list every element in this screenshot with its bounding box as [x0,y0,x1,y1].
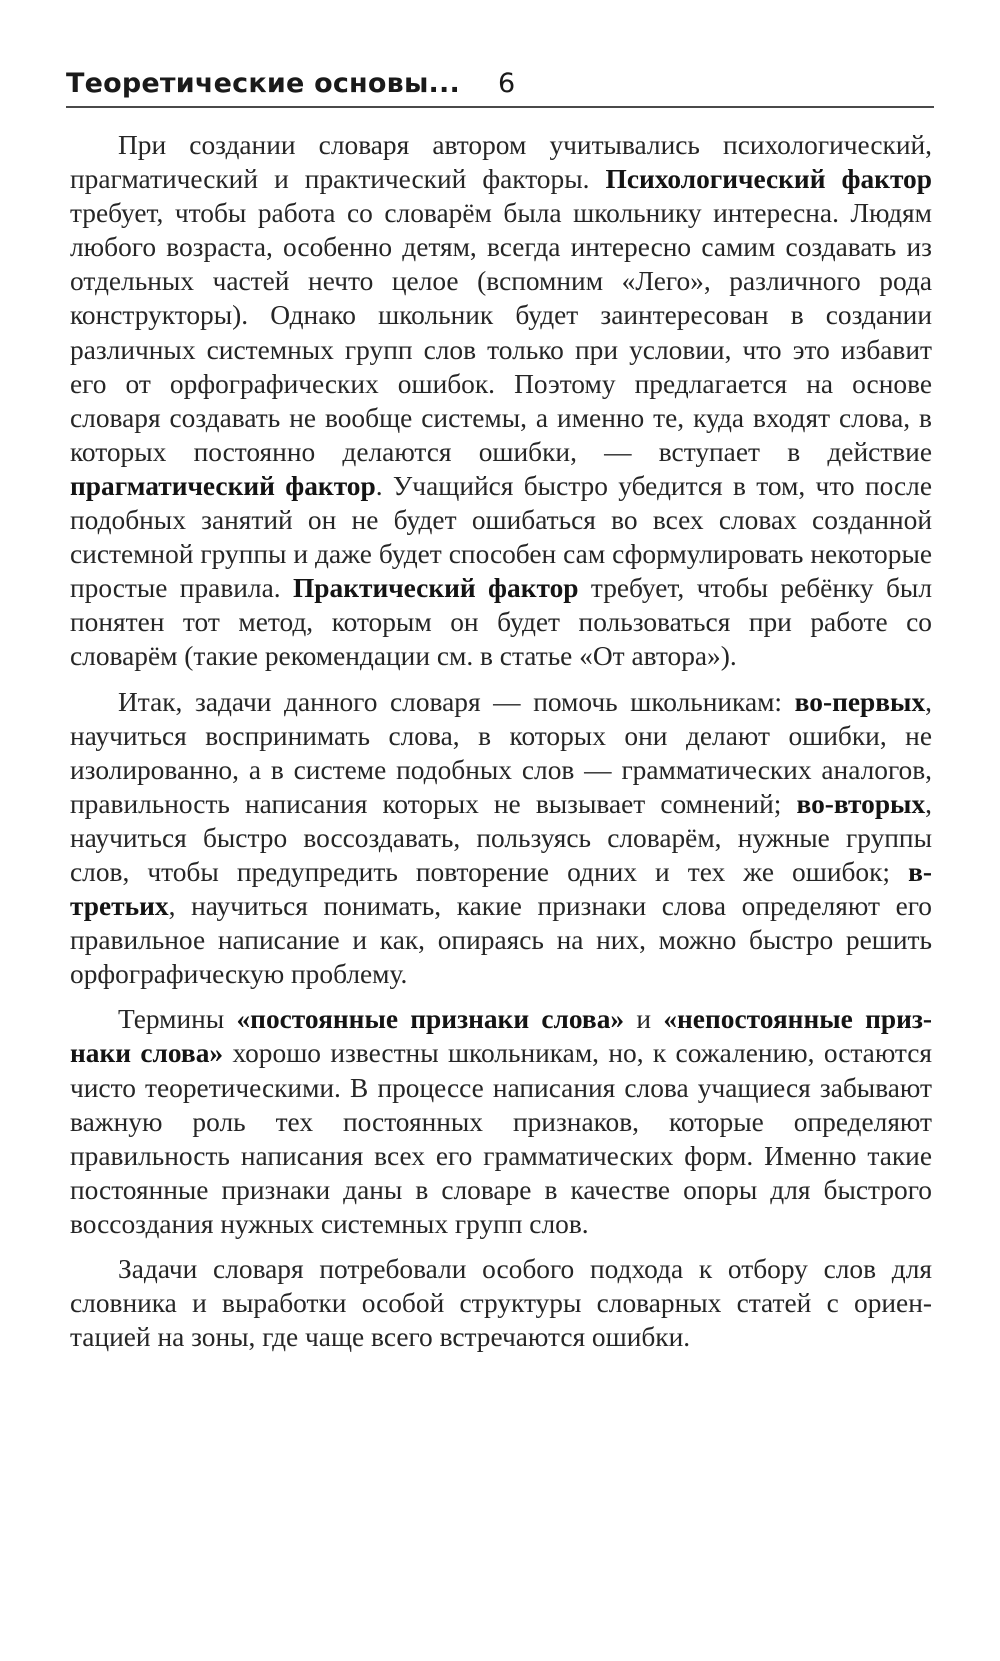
text-run: и [624,1004,664,1035]
bold-term: в-третьих [70,856,932,922]
paragraph [70,128,932,674]
text-run: , научиться воспринимать слова, в которых они делают ошибки, не изолированно, а в системе подобных слов — грамматических аналогов, правильность написания которых не вызывает сомнений; [70,686,932,819]
bold-term: Практический фактор [292,573,579,604]
paragraph [70,1252,932,1354]
header-divider [66,106,934,108]
paragraph [70,1002,932,1241]
bold-term: «постоянные признаки слова» [236,1004,625,1035]
text-run: Задачи словаря потребовали особого подхода к отбору слов для словника и выработки особой структуры словарных статей с ориентацией на зоны, где чаще всего встречаются ошибки. [70,1254,932,1353]
text-run: Итак, задачи данного словаря — помочь школьникам: [118,686,795,717]
text-run: . Учащийся быстро убедится в том, что после подобных занятий он не будет ошибаться во всех словах созданной системной группы и даже будет способен сам сформулировать некоторые простые правила. [70,470,932,604]
text-run: требует, чтобы ребёнку был понятен тот метод, которым он будет пользоваться при работе со словарём (такие рекомендации см. в статье «От автора»). [70,573,932,672]
paragraph [70,685,932,992]
text-run: требует, чтобы работа со словарём была школьнику интересна. Людям любого возраста, особенно детям, всегда интересно самим создавать из отдельных частей нечто целое (вспомним «Лего», различного рода конструкторы). Однако школьник будет заинтересован в создании различных системных групп слов только при условии, что это избавит его от орфографических ошибок. Поэтому предлагается на основе словаря создавать не вообще системы, а именно те, куда входят слова, в которых постоянно делаются ошибки, — вступает в действие [70,198,932,467]
text-run: хорошо известны школьникам, но, к сожалению, остаются чисто теоретическими. В процессе написания слова учащиеся забывают важную роль тех постоянных признаков, которые определяют правильность написания всех его грамматических форм. Именно такие постоянные признаки даны в словаре в качестве опоры для быстрого воссоздания нужных системных групп слов. [70,1038,932,1239]
section-title: Теоретические основы... [66,68,460,99]
text-run: , научиться быстро воссоздавать, пользуясь словарём, нужные группы слов, чтобы предупредить повторение одних и тех же ошибок; [70,788,932,887]
page-number: 6 [498,68,516,99]
running-header [66,66,934,106]
bold-term: во-первых [794,686,926,717]
bold-term: «непостоянные признаки слова» [70,1004,932,1069]
bold-term: во-вторых [796,788,926,819]
text-run: Термины [118,1004,237,1035]
text-run: , научиться понимать, какие признаки слова определяют его правильное написание и как, опираясь на них, можно быстро решить орфографическую проблему. [70,891,932,990]
text-run: При создании словаря автором учитывались психологический, прагматический и практический факторы. [70,130,932,195]
bold-term: прагматический фактор [70,470,376,501]
body-text [70,128,932,1365]
bold-term: Психологический фактор [605,164,932,195]
